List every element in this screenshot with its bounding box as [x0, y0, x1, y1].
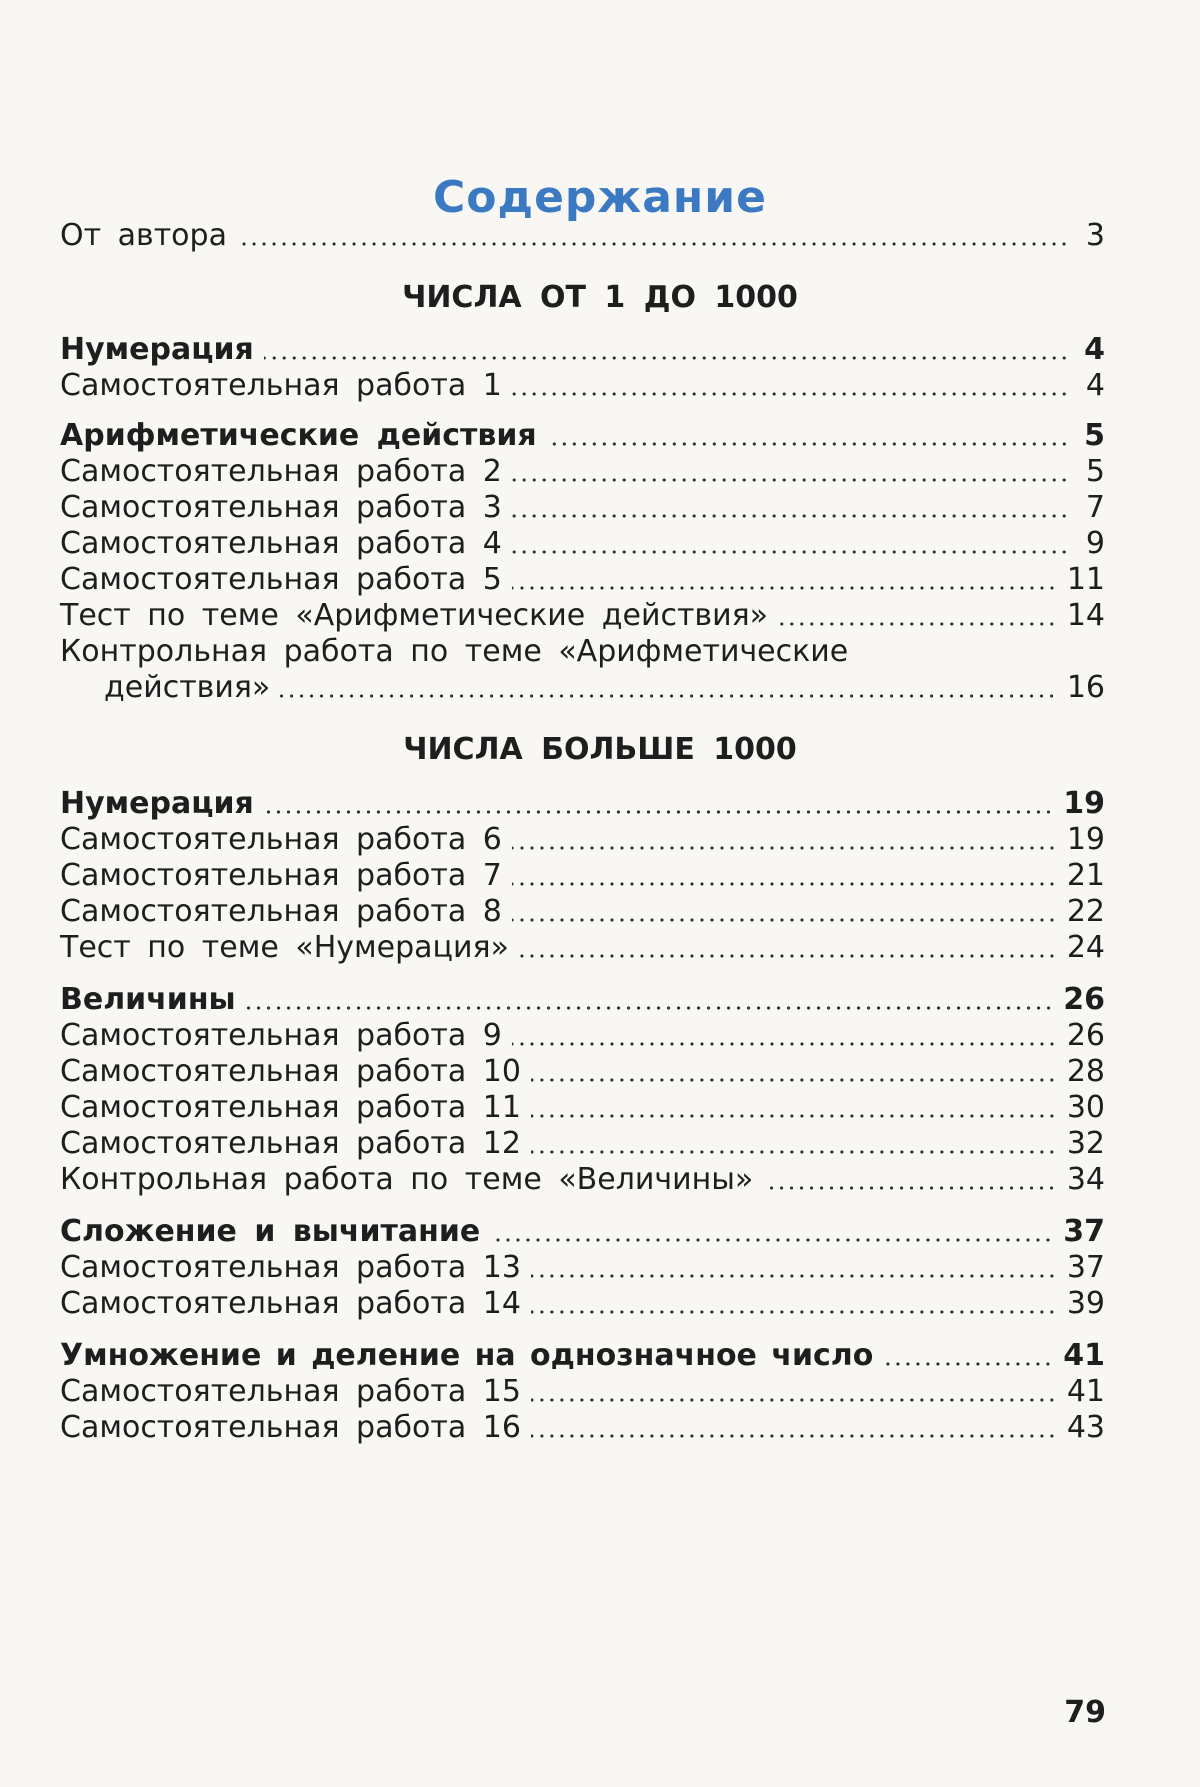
entry-page: 43 [1066, 1410, 1105, 1445]
toc-entry[interactable] [60, 1282, 1105, 1322]
entry-label: Самостоятельная работа 9 [60, 1018, 502, 1053]
toc-entry-preface[interactable] [60, 214, 1105, 254]
entry-label: Арифметические действия [60, 418, 537, 453]
entry-page: 22 [1066, 894, 1105, 929]
entry-label: Самостоятельная работа 5 [60, 562, 502, 597]
toc-entry[interactable] [60, 1158, 1105, 1198]
entry-label: Самостоятельная работа 14 [60, 1286, 521, 1321]
toc-entry[interactable] [60, 414, 1105, 454]
toc-entry[interactable] [60, 594, 1105, 634]
entry-label: Нумерация [60, 786, 254, 821]
entry-label: От автора [60, 218, 227, 253]
dot-leader [246, 1006, 1054, 1010]
entry-label: Самостоятельная работа 16 [60, 1410, 521, 1445]
dot-leader [512, 882, 1057, 886]
entry-page: 37 [1063, 1214, 1105, 1249]
dot-leader [512, 478, 1069, 482]
entry-page: 39 [1066, 1286, 1105, 1321]
toc-entry[interactable] [60, 558, 1105, 598]
entry-page: 7 [1085, 490, 1105, 525]
entry-page: 11 [1066, 562, 1105, 597]
entry-page: 37 [1066, 1250, 1105, 1285]
toc-entry[interactable] [60, 978, 1105, 1018]
dot-leader [237, 242, 1069, 246]
dot-leader [883, 1362, 1053, 1366]
dot-leader [264, 356, 1069, 360]
toc-entry[interactable] [60, 1210, 1105, 1250]
toc-entry[interactable] [60, 1014, 1105, 1054]
dot-leader [778, 622, 1057, 626]
dot-leader [512, 846, 1057, 850]
toc-entry[interactable] [60, 1122, 1105, 1162]
dot-leader [512, 392, 1069, 396]
entry-page: 9 [1085, 526, 1105, 561]
dot-leader [531, 1150, 1057, 1154]
toc-entry[interactable] [60, 1086, 1105, 1126]
dot-leader [519, 954, 1057, 958]
entry-page: 30 [1066, 1090, 1105, 1125]
toc-entry-continuation[interactable] [104, 666, 1105, 706]
entry-label: Самостоятельная работа 7 [60, 858, 502, 893]
dot-leader [512, 514, 1069, 518]
entry-label: действия» [104, 670, 271, 705]
dot-leader [512, 586, 1057, 590]
dot-leader [531, 1274, 1057, 1278]
entry-page: 4 [1084, 332, 1105, 367]
entry-page: 14 [1066, 598, 1105, 633]
entry-page: 41 [1063, 1338, 1105, 1373]
entry-page: 34 [1066, 1162, 1105, 1197]
entry-label: Сложение и вычитание [60, 1214, 481, 1249]
toc-entry[interactable] [60, 926, 1105, 966]
entry-label: Самостоятельная работа 12 [60, 1126, 521, 1161]
toc-entry[interactable] [60, 818, 1105, 858]
toc-entry[interactable] [60, 1246, 1105, 1286]
dot-leader [490, 1238, 1053, 1242]
entry-label: Самостоятельная работа 13 [60, 1250, 521, 1285]
entry-label: Самостоятельная работа 15 [60, 1374, 521, 1409]
entry-label: Самостоятельная работа 2 [60, 454, 502, 489]
toc-entry[interactable] [60, 890, 1105, 930]
entry-page: 28 [1066, 1054, 1105, 1089]
toc-entry[interactable] [60, 1334, 1105, 1374]
toc-entry[interactable] [60, 782, 1105, 822]
entry-label: Умножение и деление на однозначное число [60, 1338, 874, 1373]
dot-leader [763, 1186, 1057, 1190]
entry-label: Самостоятельная работа 1 [60, 368, 502, 403]
dot-leader [280, 694, 1057, 698]
entry-label: Контрольная работа по теме «Величины» [60, 1162, 754, 1197]
dot-leader [512, 1042, 1057, 1046]
toc-entry[interactable] [60, 450, 1105, 490]
toc-entry[interactable] [60, 1406, 1105, 1446]
dot-leader [512, 550, 1069, 554]
entry-page: 24 [1066, 930, 1105, 965]
toc-entry[interactable] [60, 364, 1105, 404]
dot-leader [531, 1078, 1057, 1082]
entry-label: Нумерация [60, 332, 254, 367]
dot-leader [531, 1310, 1057, 1314]
section-heading: ЧИСЛА ОТ 1 ДО 1000 [402, 280, 798, 315]
entry-label: Самостоятельная работа 8 [60, 894, 502, 929]
entry-page: 41 [1066, 1374, 1105, 1409]
dot-leader [512, 918, 1057, 922]
entry-page: 26 [1063, 982, 1105, 1017]
entry-page: 19 [1063, 786, 1105, 821]
toc-entry[interactable] [60, 1370, 1105, 1410]
toc-entry[interactable] [60, 486, 1105, 526]
entry-page: 32 [1066, 1126, 1105, 1161]
page-title: Содержание [433, 172, 767, 223]
entry-label: Самостоятельная работа 3 [60, 490, 502, 525]
page-number: 79 [1064, 1695, 1106, 1730]
entry-label: Величины [60, 982, 236, 1017]
entry-label: Самостоятельная работа 10 [60, 1054, 521, 1089]
dot-leader [547, 442, 1069, 446]
entry-page: 21 [1066, 858, 1105, 893]
entry-page: 26 [1066, 1018, 1105, 1053]
toc-entry[interactable] [60, 522, 1105, 562]
entry-page: 5 [1085, 454, 1105, 489]
entry-label: Самостоятельная работа 4 [60, 526, 502, 561]
entry-label: Самостоятельная работа 11 [60, 1090, 521, 1125]
dot-leader [531, 1434, 1057, 1438]
dot-leader [264, 810, 1053, 814]
entry-label: Контрольная работа по теме «Арифметические [60, 634, 849, 669]
toc-entry[interactable] [60, 630, 1105, 670]
entry-page: 19 [1066, 822, 1105, 857]
entry-page: 16 [1066, 670, 1105, 705]
entry-page: 5 [1084, 418, 1105, 453]
entry-page: 4 [1085, 368, 1105, 403]
toc-entry[interactable] [60, 854, 1105, 894]
dot-leader [531, 1398, 1057, 1402]
entry-label: Тест по теме «Арифметические действия» [60, 598, 769, 633]
entry-label: Тест по теме «Нумерация» [60, 930, 509, 965]
section-heading: ЧИСЛА БОЛЬШЕ 1000 [403, 732, 797, 767]
dot-leader [531, 1114, 1057, 1118]
toc-entry[interactable] [60, 328, 1105, 368]
entry-page: 3 [1085, 218, 1105, 253]
toc-entry[interactable] [60, 1050, 1105, 1090]
entry-label: Самостоятельная работа 6 [60, 822, 502, 857]
